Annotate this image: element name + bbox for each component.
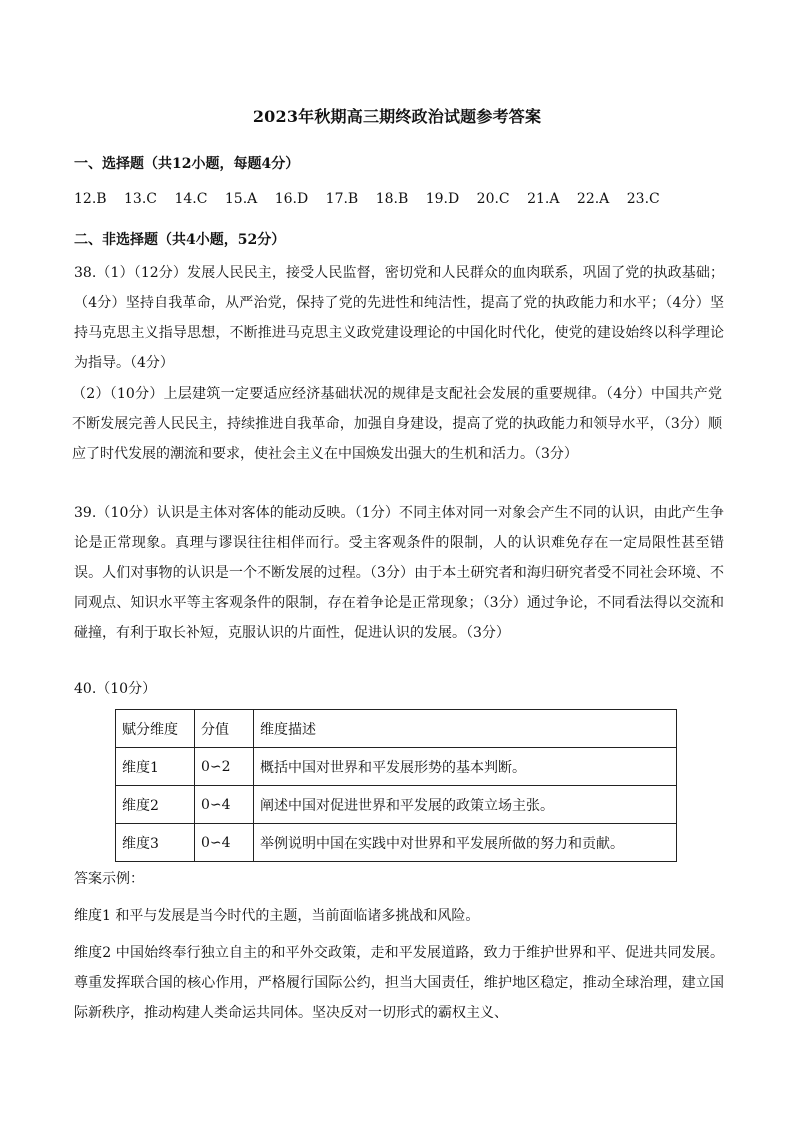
section-nonchoice-heading: 二、非选择题（共4小题，52分）	[74, 232, 286, 248]
choice-answer: 18.B	[375, 191, 409, 207]
table-header-cell: 维度描述	[254, 710, 677, 748]
choice-answer: 13.C	[124, 191, 157, 207]
example-label: 答案示例：	[74, 871, 144, 887]
table-header-cell: 赋分维度	[116, 710, 195, 748]
choice-answer: 12.B	[74, 191, 107, 207]
rubric-table	[115, 709, 677, 862]
table-cell: 维度1	[116, 748, 195, 786]
choice-answer: 15.A	[224, 191, 258, 207]
table-cell: 0∽4	[195, 786, 254, 824]
table-cell: 举例说明中国在实践中对世界和平发展所做的努力和贡献。	[254, 824, 677, 862]
table-cell: 0∽2	[195, 748, 254, 786]
dimension-1-answer: 维度1 和平与发展是当今时代的主题，当前面临诸多挑战和风险。	[74, 908, 480, 924]
table-header-row	[116, 710, 677, 748]
table-cell: 维度3	[116, 824, 195, 862]
table-header-cell: 分值	[195, 710, 254, 748]
choice-answer: 16.D	[274, 191, 309, 207]
table-cell: 概括中国对世界和平发展形势的基本判断。	[254, 748, 677, 786]
q38-part2-answer: （2）（10分）上层建筑一定要适应经济基础状况的规律是支配社会发展的重要规律。（4分）中国共产党不断发展完善人民民主，持续推进自我革命，加强自身建设，提高了党的执政能力和领导水平，（3分）顺应了时代发展的潮流和要求，使社会主义在中国焕发出强大的生机和活力。（3分）	[72, 386, 722, 462]
page-title: 2023年秋期高三期终政治试题参考答案	[252, 107, 542, 126]
table-cell: 维度2	[116, 786, 195, 824]
table-row	[116, 824, 677, 862]
section-choice-heading: 一、选择题（共12小题，每题4分）	[74, 156, 300, 172]
q38-part1-answer: 38.（1）（12分）发展人民民主，接受人民监督，密切党和人民群众的血肉联系，巩固了党的执政基础；（4分）坚持自我革命，从严治党，保持了党的先进性和纯洁性，提高了党的执政能力和水平；（4分）坚持马克思主义指导思想，不断推进马克思主义政党建设理论的中国化时代化，使党的建设始终以科学理论为指导。（4分）	[74, 265, 724, 371]
choice-answer: 20.C	[476, 191, 510, 207]
table-cell: 阐述中国对促进世界和平发展的政策立场主张。	[254, 786, 677, 824]
choice-answer: 17.B	[325, 191, 359, 207]
table-cell: 0∽4	[195, 824, 254, 862]
choice-answer: 22.A	[576, 191, 610, 207]
choice-answer: 19.D	[425, 191, 460, 207]
choice-answer: 21.A	[527, 191, 560, 207]
choice-answer: 23.C	[626, 191, 660, 207]
table-row	[116, 786, 677, 824]
choice-answer: 14.C	[174, 191, 208, 207]
choice-answers-row	[74, 191, 673, 207]
dimension-2-answer: 维度2 中国始终奉行独立自主的和平外交政策，走和平发展道路，致力于维护世界和平、促进共同发展。尊重发挥联合国的核心作用，严格履行国际公约，担当大国责任，维护地区稳定，推动全球治理，建立国际新秩序，推动构建人类命运共同体。坚决反对一切形式的霸权主义、	[74, 945, 724, 1021]
q40-label: 40.（10分）	[74, 681, 157, 697]
q39-answer: 39.（10分）认识是主体对客体的能动反映。（1分）不同主体对同一对象会产生不同的认识，由此产生争论是正常现象。真理与谬误往往相伴而行。受主客观条件的限制，人的认识难免存在一定局限性甚至错误。人们对事物的认识是一个不断发展的过程。（3分）由于本土研究者和海归研究者受不同社会环境、不同观点、知识水平等主客观条件的限制，存在着争论是正常现象；（3分）通过争论，不同看法得以交流和碰撞，有利于取长补短，克服认识的片面性，促进认识的发展。（3分）	[74, 505, 724, 641]
table-row	[116, 748, 677, 786]
